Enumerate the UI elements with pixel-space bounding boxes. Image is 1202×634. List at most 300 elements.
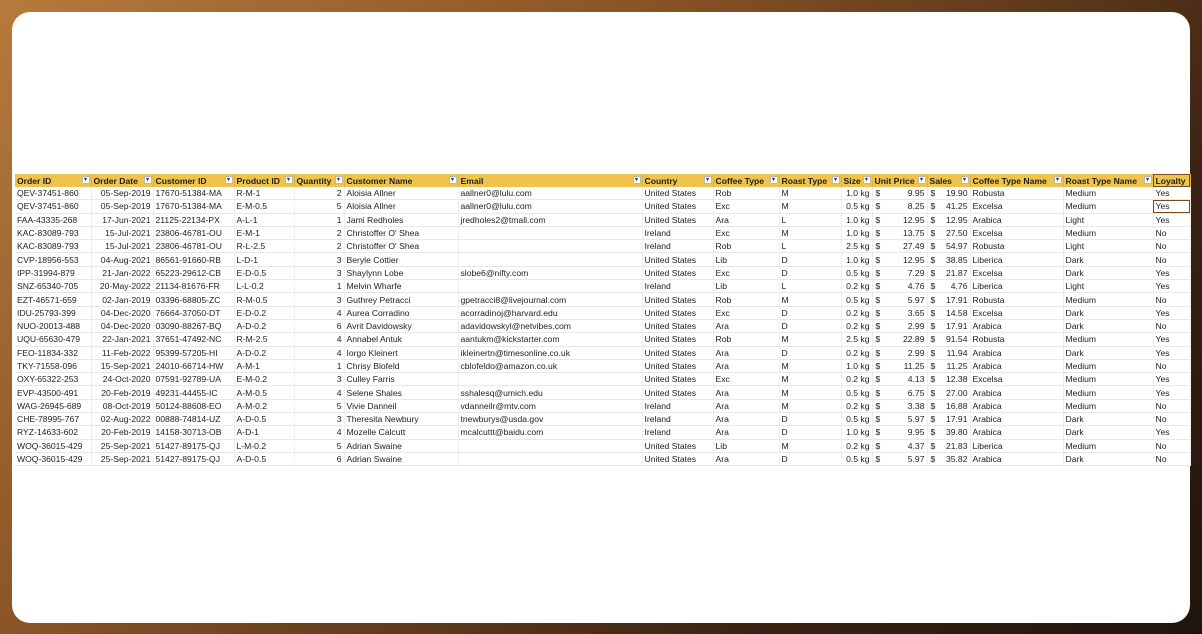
cell-coffee-type-name[interactable]: Excelsa [970, 200, 1063, 213]
cell-roast-type-name[interactable]: Dark [1063, 413, 1153, 426]
cell-size[interactable]: 0.5 kg [841, 413, 872, 426]
cell-customer-id[interactable]: 50124-88608-EO [153, 399, 234, 412]
cell-email[interactable]: vdanneilr@mtv.com [458, 399, 642, 412]
cell-country[interactable]: United States [642, 373, 713, 386]
cell-loyalty[interactable]: No [1153, 319, 1190, 332]
cell-coffee-type-name[interactable]: Arabica [970, 346, 1063, 359]
cell-size[interactable]: 0.2 kg [841, 346, 872, 359]
cell-roast-type[interactable]: M [779, 333, 841, 346]
cell-country[interactable]: United States [642, 452, 713, 465]
cell-order-date[interactable]: 04-Dec-2020 [91, 319, 153, 332]
cell-order-date[interactable]: 15-Jul-2021 [91, 240, 153, 253]
cell-unit-price[interactable] [872, 213, 927, 226]
cell-size[interactable]: 1.0 kg [841, 359, 872, 372]
filter-dropdown-icon[interactable]: ▾ [144, 176, 152, 184]
cell-size[interactable]: 0.2 kg [841, 306, 872, 319]
cell-quantity[interactable]: 4 [294, 426, 344, 439]
cell-customer-name[interactable]: Theresita Newbury [344, 413, 458, 426]
cell-email[interactable]: ikleinertn@timesonline.co.uk [458, 346, 642, 359]
cell-customer-id[interactable]: 37651-47492-NC [153, 333, 234, 346]
cell-email[interactable]: aallner0@lulu.com [458, 187, 642, 200]
cell-customer-name[interactable]: Annabel Antuk [344, 333, 458, 346]
cell-size[interactable]: 1.0 kg [841, 226, 872, 239]
cell-coffee-type[interactable]: Lib [713, 439, 779, 452]
cell-loyalty[interactable]: Yes [1153, 200, 1190, 213]
cell-unit-price[interactable] [872, 187, 927, 200]
cell-product-id[interactable]: E-M-0.5 [234, 200, 294, 213]
cell-unit-price[interactable] [872, 266, 927, 279]
cell-email[interactable]: aallner0@lulu.com [458, 200, 642, 213]
cell-size[interactable]: 0.2 kg [841, 319, 872, 332]
cell-product-id[interactable]: A-D-0.5 [234, 452, 294, 465]
cell-email[interactable] [458, 253, 642, 266]
cell-size[interactable]: 2.5 kg [841, 333, 872, 346]
cell-product-id[interactable]: A-D-1 [234, 426, 294, 439]
cell-order-id[interactable]: WOQ-36015-429 [15, 439, 91, 452]
cell-order-id[interactable]: SNZ-65340-705 [15, 280, 91, 293]
cell-customer-name[interactable]: Adrian Swaine [344, 452, 458, 465]
cell-email[interactable] [458, 240, 642, 253]
cell-sales[interactable] [927, 319, 970, 332]
cell-customer-name[interactable]: Aloisia Allner [344, 200, 458, 213]
cell-email[interactable]: adavidowskyl@netvibes.com [458, 319, 642, 332]
cell-quantity[interactable]: 2 [294, 226, 344, 239]
cell-country[interactable]: United States [642, 306, 713, 319]
cell-coffee-type-name[interactable]: Excelsa [970, 226, 1063, 239]
cell-coffee-type-name[interactable]: Excelsa [970, 306, 1063, 319]
cell-customer-id[interactable]: 23806-46781-OU [153, 240, 234, 253]
cell-coffee-type-name[interactable]: Liberica [970, 253, 1063, 266]
cell-customer-id[interactable]: 65223-29612-CB [153, 266, 234, 279]
cell-product-id[interactable]: E-D-0.2 [234, 306, 294, 319]
cell-coffee-type-name[interactable]: Arabica [970, 386, 1063, 399]
filter-dropdown-icon[interactable]: ▾ [704, 176, 712, 184]
cell-customer-name[interactable]: Selene Shales [344, 386, 458, 399]
cell-coffee-type[interactable]: Exc [713, 306, 779, 319]
cell-order-id[interactable]: IPP-31994-879 [15, 266, 91, 279]
cell-customer-name[interactable]: Christoffer O' Shea [344, 226, 458, 239]
column-header-customer-id[interactable] [153, 174, 234, 187]
cell-country[interactable]: United States [642, 187, 713, 200]
cell-customer-id[interactable]: 03090-88267-BQ [153, 319, 234, 332]
cell-size[interactable]: 1.0 kg [841, 187, 872, 200]
cell-size[interactable]: 0.2 kg [841, 439, 872, 452]
filter-dropdown-icon[interactable]: ▾ [918, 176, 926, 184]
cell-loyalty[interactable]: No [1153, 293, 1190, 306]
cell-roast-type-name[interactable]: Dark [1063, 266, 1153, 279]
filter-dropdown-icon[interactable]: ▾ [82, 176, 90, 184]
cell-coffee-type[interactable]: Lib [713, 253, 779, 266]
cell-order-date[interactable]: 17-Jun-2021 [91, 213, 153, 226]
cell-country[interactable]: Ireland [642, 226, 713, 239]
filter-dropdown-icon[interactable]: ▾ [961, 176, 969, 184]
column-header-coffee-type[interactable] [713, 174, 779, 187]
cell-customer-id[interactable]: 21125-22134-PX [153, 213, 234, 226]
cell-coffee-type-name[interactable]: Arabica [970, 452, 1063, 465]
cell-email[interactable]: acorradinoj@harvard.edu [458, 306, 642, 319]
cell-customer-id[interactable]: 24010-66714-HW [153, 359, 234, 372]
cell-order-id[interactable]: OXY-65322-253 [15, 373, 91, 386]
cell-customer-id[interactable]: 95399-57205-HI [153, 346, 234, 359]
cell-roast-type-name[interactable]: Medium [1063, 439, 1153, 452]
cell-loyalty[interactable]: Yes [1153, 333, 1190, 346]
cell-roast-type-name[interactable]: Dark [1063, 452, 1153, 465]
cell-customer-name[interactable]: Beryle Cottier [344, 253, 458, 266]
cell-coffee-type-name[interactable]: Arabica [970, 399, 1063, 412]
filter-dropdown-icon[interactable]: ▾ [1054, 176, 1062, 184]
filter-dropdown-icon[interactable]: ▾ [285, 176, 293, 184]
cell-sales[interactable] [927, 280, 970, 293]
cell-quantity[interactable]: 5 [294, 200, 344, 213]
column-header-coffee-type-name[interactable] [970, 174, 1063, 187]
cell-country[interactable]: United States [642, 253, 713, 266]
cell-roast-type[interactable]: M [779, 293, 841, 306]
cell-country[interactable]: United States [642, 200, 713, 213]
cell-unit-price[interactable] [872, 226, 927, 239]
cell-sales[interactable] [927, 346, 970, 359]
cell-roast-type-name[interactable]: Medium [1063, 293, 1153, 306]
cell-unit-price[interactable] [872, 200, 927, 213]
cell-country[interactable]: Ireland [642, 240, 713, 253]
cell-product-id[interactable]: A-D-0.2 [234, 346, 294, 359]
cell-country[interactable]: Ireland [642, 426, 713, 439]
cell-order-id[interactable]: CVP-18956-553 [15, 253, 91, 266]
cell-roast-type[interactable]: D [779, 452, 841, 465]
column-header-roast-type[interactable] [779, 174, 841, 187]
cell-order-date[interactable]: 04-Dec-2020 [91, 306, 153, 319]
cell-loyalty[interactable]: Yes [1153, 306, 1190, 319]
cell-product-id[interactable]: L-M-0.2 [234, 439, 294, 452]
cell-roast-type[interactable]: D [779, 319, 841, 332]
cell-order-id[interactable]: WAG-26945-689 [15, 399, 91, 412]
cell-coffee-type[interactable]: Rob [713, 240, 779, 253]
cell-size[interactable]: 0.2 kg [841, 399, 872, 412]
cell-size[interactable]: 0.2 kg [841, 373, 872, 386]
cell-quantity[interactable]: 3 [294, 266, 344, 279]
cell-customer-name[interactable]: Vivie Danneil [344, 399, 458, 412]
filter-dropdown-icon[interactable]: ▾ [770, 176, 778, 184]
cell-coffee-type-name[interactable]: Robusta [970, 293, 1063, 306]
filter-dropdown-icon[interactable]: ▾ [832, 176, 840, 184]
cell-email[interactable]: mcalcuttt@baidu.com [458, 426, 642, 439]
cell-country[interactable]: United States [642, 386, 713, 399]
cell-loyalty[interactable]: Yes [1153, 386, 1190, 399]
cell-country[interactable]: United States [642, 293, 713, 306]
cell-unit-price[interactable] [872, 280, 927, 293]
cell-coffee-type[interactable]: Ara [713, 213, 779, 226]
cell-roast-type-name[interactable]: Light [1063, 213, 1153, 226]
cell-unit-price[interactable] [872, 253, 927, 266]
column-header-sales[interactable] [927, 174, 970, 187]
cell-loyalty[interactable]: No [1153, 452, 1190, 465]
cell-roast-type-name[interactable]: Medium [1063, 399, 1153, 412]
cell-quantity[interactable]: 3 [294, 413, 344, 426]
cell-roast-type-name[interactable]: Medium [1063, 386, 1153, 399]
cell-coffee-type[interactable]: Ara [713, 452, 779, 465]
cell-unit-price[interactable] [872, 240, 927, 253]
cell-loyalty[interactable]: Yes [1153, 280, 1190, 293]
cell-customer-id[interactable]: 07591-92789-UA [153, 373, 234, 386]
cell-sales[interactable] [927, 187, 970, 200]
filter-dropdown-icon[interactable]: ▾ [225, 176, 233, 184]
cell-roast-type-name[interactable]: Dark [1063, 306, 1153, 319]
cell-loyalty[interactable]: No [1153, 413, 1190, 426]
cell-loyalty[interactable]: No [1153, 439, 1190, 452]
column-header-loyalty[interactable] [1153, 174, 1190, 187]
cell-product-id[interactable]: A-D-0.2 [234, 319, 294, 332]
cell-order-date[interactable]: 15-Jul-2021 [91, 226, 153, 239]
column-header-country[interactable] [642, 174, 713, 187]
cell-order-id[interactable]: EZT-46571-659 [15, 293, 91, 306]
cell-sales[interactable] [927, 373, 970, 386]
cell-customer-id[interactable]: 86561-91660-RB [153, 253, 234, 266]
cell-roast-type[interactable]: L [779, 240, 841, 253]
cell-sales[interactable] [927, 213, 970, 226]
cell-sales[interactable] [927, 226, 970, 239]
cell-customer-id[interactable]: 49231-44455-IC [153, 386, 234, 399]
cell-customer-id[interactable]: 17670-51384-MA [153, 187, 234, 200]
cell-coffee-type[interactable]: Exc [713, 226, 779, 239]
cell-roast-type[interactable]: M [779, 187, 841, 200]
cell-sales[interactable] [927, 333, 970, 346]
cell-order-date[interactable]: 25-Sep-2021 [91, 452, 153, 465]
cell-order-date[interactable]: 25-Sep-2021 [91, 439, 153, 452]
cell-coffee-type[interactable]: Ara [713, 399, 779, 412]
cell-coffee-type[interactable]: Ara [713, 319, 779, 332]
cell-country[interactable]: United States [642, 266, 713, 279]
cell-country[interactable]: United States [642, 213, 713, 226]
cell-unit-price[interactable] [872, 413, 927, 426]
cell-size[interactable]: 0.5 kg [841, 452, 872, 465]
filter-dropdown-icon[interactable]: ▾ [633, 176, 641, 184]
cell-country[interactable]: Ireland [642, 280, 713, 293]
cell-sales[interactable] [927, 266, 970, 279]
cell-coffee-type[interactable]: Ara [713, 346, 779, 359]
cell-customer-name[interactable]: Aurea Corradino [344, 306, 458, 319]
cell-unit-price[interactable] [872, 333, 927, 346]
cell-coffee-type-name[interactable]: Arabica [970, 359, 1063, 372]
cell-customer-id[interactable]: 14158-30713-OB [153, 426, 234, 439]
cell-roast-type-name[interactable]: Medium [1063, 226, 1153, 239]
cell-sales[interactable] [927, 293, 970, 306]
cell-order-id[interactable]: RYZ-14633-602 [15, 426, 91, 439]
column-header-roast-type-name[interactable] [1063, 174, 1153, 187]
cell-customer-id[interactable]: 03396-68805-ZC [153, 293, 234, 306]
cell-loyalty[interactable]: No [1153, 253, 1190, 266]
cell-quantity[interactable]: 4 [294, 333, 344, 346]
cell-country[interactable]: United States [642, 346, 713, 359]
cell-order-id[interactable]: TKY-71558-096 [15, 359, 91, 372]
cell-email[interactable]: tnewburys@usda.gov [458, 413, 642, 426]
cell-product-id[interactable]: E-M-1 [234, 226, 294, 239]
cell-quantity[interactable]: 4 [294, 306, 344, 319]
cell-loyalty[interactable]: Yes [1153, 266, 1190, 279]
cell-product-id[interactable]: R-M-2.5 [234, 333, 294, 346]
cell-customer-name[interactable]: Culley Farris [344, 373, 458, 386]
cell-order-date[interactable]: 11-Feb-2022 [91, 346, 153, 359]
column-header-order-id[interactable] [15, 174, 91, 187]
cell-coffee-type-name[interactable]: Arabica [970, 319, 1063, 332]
cell-quantity[interactable]: 3 [294, 373, 344, 386]
cell-roast-type-name[interactable]: Medium [1063, 200, 1153, 213]
cell-roast-type-name[interactable]: Medium [1063, 373, 1153, 386]
cell-coffee-type-name[interactable]: Robusta [970, 240, 1063, 253]
cell-customer-id[interactable]: 51427-89175-QJ [153, 439, 234, 452]
cell-sales[interactable] [927, 399, 970, 412]
cell-coffee-type-name[interactable]: Robusta [970, 187, 1063, 200]
cell-email[interactable]: gpetracci8@livejournal.com [458, 293, 642, 306]
cell-email[interactable]: aantukm@kickstarter.com [458, 333, 642, 346]
cell-coffee-type[interactable]: Exc [713, 266, 779, 279]
cell-order-date[interactable]: 05-Sep-2019 [91, 187, 153, 200]
cell-product-id[interactable]: A-D-0.5 [234, 413, 294, 426]
cell-unit-price[interactable] [872, 306, 927, 319]
cell-email[interactable] [458, 226, 642, 239]
cell-roast-type-name[interactable]: Light [1063, 240, 1153, 253]
cell-loyalty[interactable]: Yes [1153, 187, 1190, 200]
cell-order-date[interactable]: 15-Sep-2021 [91, 359, 153, 372]
cell-sales[interactable] [927, 306, 970, 319]
cell-sales[interactable] [927, 413, 970, 426]
cell-coffee-type-name[interactable]: Liberica [970, 439, 1063, 452]
cell-unit-price[interactable] [872, 359, 927, 372]
cell-customer-name[interactable]: Chrisy Blofeld [344, 359, 458, 372]
cell-quantity[interactable]: 6 [294, 319, 344, 332]
cell-size[interactable]: 0.5 kg [841, 293, 872, 306]
cell-coffee-type-name[interactable]: Liberica [970, 280, 1063, 293]
cell-unit-price[interactable] [872, 293, 927, 306]
cell-customer-id[interactable]: 23806-46781-OU [153, 226, 234, 239]
cell-order-id[interactable]: KAC-83089-793 [15, 240, 91, 253]
cell-coffee-type-name[interactable]: Arabica [970, 426, 1063, 439]
cell-size[interactable]: 1.0 kg [841, 213, 872, 226]
cell-roast-type-name[interactable]: Dark [1063, 253, 1153, 266]
cell-quantity[interactable]: 5 [294, 439, 344, 452]
cell-country[interactable]: Ireland [642, 399, 713, 412]
cell-email[interactable] [458, 280, 642, 293]
filter-dropdown-icon[interactable]: ▾ [863, 176, 871, 184]
cell-product-id[interactable]: R-L-2.5 [234, 240, 294, 253]
cell-quantity[interactable]: 4 [294, 346, 344, 359]
cell-sales[interactable] [927, 200, 970, 213]
cell-roast-type[interactable]: D [779, 346, 841, 359]
cell-customer-name[interactable]: Avrit Davidowsky [344, 319, 458, 332]
cell-product-id[interactable]: A-M-1 [234, 359, 294, 372]
cell-quantity[interactable]: 1 [294, 213, 344, 226]
cell-customer-name[interactable]: Melvin Wharfe [344, 280, 458, 293]
cell-order-id[interactable]: QEV-37451-860 [15, 187, 91, 200]
cell-roast-type[interactable]: D [779, 266, 841, 279]
cell-country[interactable]: United States [642, 439, 713, 452]
cell-loyalty[interactable]: Yes [1153, 426, 1190, 439]
column-header-customer-name[interactable] [344, 174, 458, 187]
cell-coffee-type-name[interactable]: Arabica [970, 413, 1063, 426]
column-header-size[interactable] [841, 174, 872, 187]
cell-coffee-type[interactable]: Ara [713, 386, 779, 399]
cell-size[interactable]: 0.5 kg [841, 386, 872, 399]
filter-dropdown-icon[interactable]: ▾ [449, 176, 457, 184]
cell-order-date[interactable]: 20-May-2022 [91, 280, 153, 293]
cell-country[interactable]: United States [642, 333, 713, 346]
cell-product-id[interactable]: R-M-0.5 [234, 293, 294, 306]
cell-roast-type-name[interactable]: Medium [1063, 333, 1153, 346]
cell-roast-type[interactable]: M [779, 386, 841, 399]
cell-order-date[interactable]: 08-Oct-2019 [91, 399, 153, 412]
column-header-quantity[interactable] [294, 174, 344, 187]
cell-roast-type[interactable]: M [779, 359, 841, 372]
cell-roast-type[interactable]: L [779, 213, 841, 226]
cell-roast-type[interactable]: M [779, 439, 841, 452]
cell-order-id[interactable]: FEO-11834-332 [15, 346, 91, 359]
cell-loyalty[interactable]: Yes [1153, 373, 1190, 386]
cell-roast-type[interactable]: D [779, 253, 841, 266]
cell-product-id[interactable]: R-M-1 [234, 187, 294, 200]
column-header-order-date[interactable] [91, 174, 153, 187]
cell-unit-price[interactable] [872, 386, 927, 399]
cell-size[interactable]: 0.5 kg [841, 200, 872, 213]
cell-quantity[interactable]: 6 [294, 452, 344, 465]
cell-customer-id[interactable]: 76664-37050-DT [153, 306, 234, 319]
cell-customer-name[interactable]: Shaylynn Lobe [344, 266, 458, 279]
cell-unit-price[interactable] [872, 373, 927, 386]
cell-size[interactable]: 0.5 kg [841, 266, 872, 279]
cell-order-id[interactable]: NUO-20013-488 [15, 319, 91, 332]
cell-roast-type-name[interactable]: Dark [1063, 319, 1153, 332]
cell-customer-id[interactable]: 17670-51384-MA [153, 200, 234, 213]
filter-dropdown-icon[interactable]: ▾ [335, 176, 343, 184]
cell-customer-name[interactable]: Aloisia Allner [344, 187, 458, 200]
cell-quantity[interactable]: 3 [294, 253, 344, 266]
cell-loyalty[interactable]: Yes [1153, 213, 1190, 226]
cell-roast-type[interactable]: D [779, 426, 841, 439]
cell-roast-type-name[interactable]: Dark [1063, 426, 1153, 439]
cell-unit-price[interactable] [872, 346, 927, 359]
cell-unit-price[interactable] [872, 399, 927, 412]
cell-coffee-type[interactable]: Ara [713, 359, 779, 372]
cell-customer-id[interactable]: 00888-74814-UZ [153, 413, 234, 426]
cell-country[interactable]: United States [642, 319, 713, 332]
cell-unit-price[interactable] [872, 426, 927, 439]
cell-order-date[interactable]: 05-Sep-2019 [91, 200, 153, 213]
cell-loyalty[interactable]: No [1153, 399, 1190, 412]
cell-loyalty[interactable]: No [1153, 240, 1190, 253]
cell-email[interactable]: slobe6@nifty.com [458, 266, 642, 279]
cell-email[interactable]: cblofeldo@amazon.co.uk [458, 359, 642, 372]
cell-email[interactable] [458, 452, 642, 465]
cell-roast-type-name[interactable]: Medium [1063, 359, 1153, 372]
cell-coffee-type[interactable]: Rob [713, 187, 779, 200]
cell-coffee-type[interactable]: Lib [713, 280, 779, 293]
cell-order-id[interactable]: IDU-25793-399 [15, 306, 91, 319]
cell-roast-type-name[interactable]: Dark [1063, 346, 1153, 359]
cell-roast-type[interactable]: M [779, 200, 841, 213]
cell-coffee-type-name[interactable]: Excelsa [970, 266, 1063, 279]
filter-dropdown-icon[interactable]: ▾ [1144, 176, 1152, 184]
cell-email[interactable]: jredholes2@tmall.com [458, 213, 642, 226]
cell-sales[interactable] [927, 452, 970, 465]
cell-coffee-type-name[interactable]: Excelsa [970, 373, 1063, 386]
cell-product-id[interactable]: A-M-0.5 [234, 386, 294, 399]
cell-loyalty[interactable]: Yes [1153, 346, 1190, 359]
cell-sales[interactable] [927, 253, 970, 266]
cell-customer-name[interactable]: Mozelle Calcutt [344, 426, 458, 439]
cell-order-id[interactable]: CHE-78995-767 [15, 413, 91, 426]
cell-quantity[interactable]: 1 [294, 280, 344, 293]
cell-sales[interactable] [927, 426, 970, 439]
cell-roast-type[interactable]: M [779, 373, 841, 386]
cell-coffee-type[interactable]: Exc [713, 373, 779, 386]
cell-sales[interactable] [927, 240, 970, 253]
